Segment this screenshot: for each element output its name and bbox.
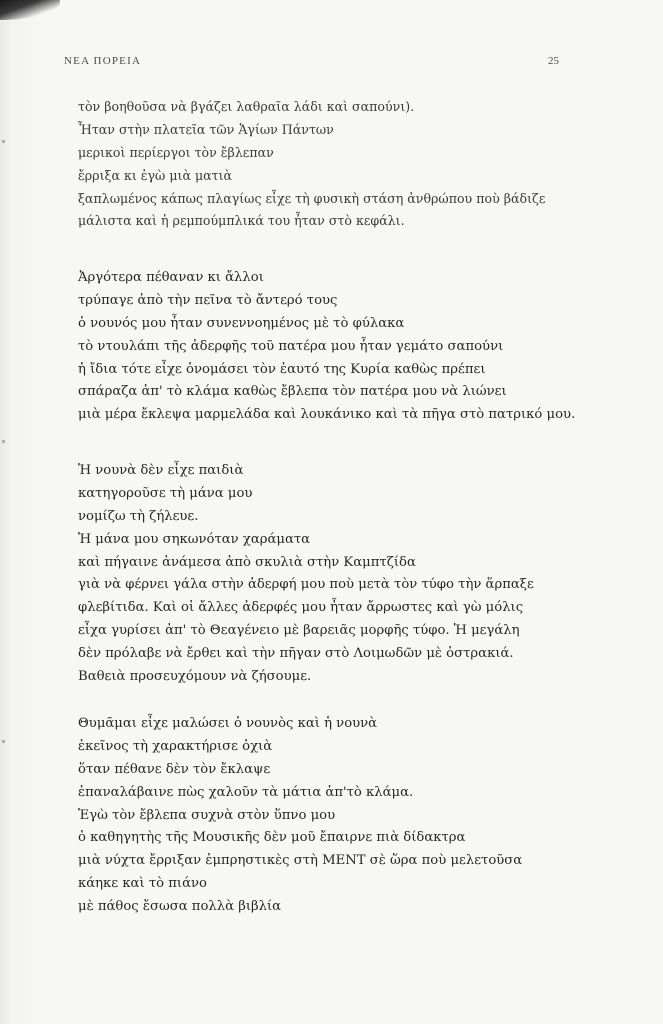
poem-line: μερικοὶ περίεργοι τὸν ἔβλεπαν bbox=[78, 144, 274, 160]
poem-line: κατηγοροῦσε τὴ μάνα μου bbox=[78, 485, 253, 501]
poem-line: νομίζω τὴ ζήλευε. bbox=[78, 508, 199, 524]
poem-line: ὁ καθηγητὴς τῆς Μουσικῆς δὲν μοῦ ἔπαιρνε πιὰ δίδακτρα bbox=[78, 830, 466, 846]
poem-line: κάηκε καὶ τὸ πιάνο bbox=[78, 876, 207, 892]
poem-line: Ἐγὼ τὸν ἔβλεπα συχνὰ στὸν ὕπνο μου bbox=[78, 807, 336, 823]
poem-line: ὁ νουνός μου ἦταν συνεννοημένος μὲ τὸ φύλακα bbox=[78, 315, 405, 331]
poem-line: καὶ πήγαινε ἀνάμεσα ἀπὸ σκυλιὰ στὴν Καμπτζίδα bbox=[78, 554, 416, 570]
poem-line: Ἀργότερα πέθαναν κι ἄλλοι bbox=[78, 270, 264, 285]
poem-line: ἔρριξα κι ἐγὼ μιὰ ματιὰ bbox=[78, 167, 233, 183]
poem-line: φλεβίτιδα. Καὶ οἱ ἄλλες ἀδερφές μου ἦταν ἄρρωστες καὶ γὼ μόλις bbox=[78, 600, 524, 616]
stanza-4 bbox=[78, 713, 578, 919]
page-number: 25 bbox=[548, 55, 559, 67]
poem-line: ἐκεῖνος τὴ χαρακτήρισε ὀχιὰ bbox=[78, 738, 273, 754]
poem-line: ἡ ἴδια τότε εἶχε ὀνομάσει τὸν ἑαυτό της Κυρία καθὼς πρέπει bbox=[78, 361, 486, 377]
stanza-2 bbox=[78, 267, 578, 427]
poem-line: Ἡ νουνὰ δὲν εἶχε παιδιὰ bbox=[78, 463, 244, 478]
poem-line: Βαθειὰ προσευχόμουν νὰ ζήσουμε. bbox=[78, 669, 312, 685]
poem-line: τρύπαγε ἀπὸ τὴν πεῖνα τὸ ἄντερό τους bbox=[78, 292, 338, 308]
poem-line: τὸν βοηθοῦσα νὰ βγάζει λαθραῖα λάδι καὶ σαπούνι). bbox=[78, 99, 415, 114]
running-title: ΝΕΑ ΠΟΡΕΙΑ bbox=[64, 55, 142, 67]
stanza-3 bbox=[78, 460, 578, 689]
poem-line: δὲν πρόλαβε νὰ ἔρθει καὶ τὴν πῆγαν στὸ Λοιμωδῶν μὲ ὀστρακιά. bbox=[78, 646, 514, 662]
poem-line: ὅταν πέθανε δὲν τὸν ἔκλαψε bbox=[78, 761, 271, 777]
poem-line: μὲ πάθος ἔσωσα πολλὰ βιβλία bbox=[78, 899, 282, 915]
poem-line: ξαπλωμένος κάπως πλαγίως εἶχε τὴ φυσικὴ στάση ἀνθρώπου ποὺ βάδιζε bbox=[78, 190, 546, 206]
poem-line: γιὰ νὰ φέρνει γάλα στὴν ἀδερφή μου ποὺ μετὰ τὸν τύφο τὴν ἅρπαξε bbox=[78, 577, 534, 593]
poem-line: Θυμᾶμαι εἶχε μαλώσει ὁ νουνὸς καὶ ἡ νουνὰ bbox=[78, 716, 378, 731]
stanza-1 bbox=[78, 96, 578, 233]
scan-corner-shadow bbox=[0, 0, 60, 20]
poem-line: Ἡ μάνα μου σηκωνόταν χαράματα bbox=[78, 531, 311, 547]
poem-line: τὸ ντουλάπι τῆς ἀδερφῆς τοῦ πατέρα μου ἦταν γεμάτο σαπούνι bbox=[78, 338, 504, 354]
poem-line: μάλιστα καὶ ἡ ρεμπούμπλικά του ἦταν στὸ κεφάλι. bbox=[78, 213, 405, 229]
poem-line: μιὰ νύχτα ἔρριξαν ἐμπρηστικὲς στὴ ΜΕΝΤ σὲ ὥρα ποὺ μελετοῦσα bbox=[78, 853, 523, 869]
poem-line: Ἦταν στὴν πλατεῖα τῶν Ἁγίων Πάντων bbox=[78, 121, 334, 137]
poem-line: μιὰ μέρα ἔκλεψα μαρμελάδα καὶ λουκάνικο καὶ τὰ πῆγα στὸ πατρικό μου. bbox=[78, 407, 576, 423]
scan-edge-marks bbox=[2, 0, 5, 1024]
poem-line: εἶχα γυρίσει ἀπ' τὸ Θεαγένειο μὲ βαρειᾶς μορφῆς τύφο. Ἡ μεγάλη bbox=[78, 623, 520, 639]
poem-line: ἐπαναλάβαινε πὼς χαλοῦν τὰ μάτια ἀπ'τὸ κλάμα. bbox=[78, 784, 414, 800]
poem-line: σπάραζα ἀπ' τὸ κλάμα καθὼς ἔβλεπα τὸν πατέρα μου νὰ λιώνει bbox=[78, 384, 507, 400]
